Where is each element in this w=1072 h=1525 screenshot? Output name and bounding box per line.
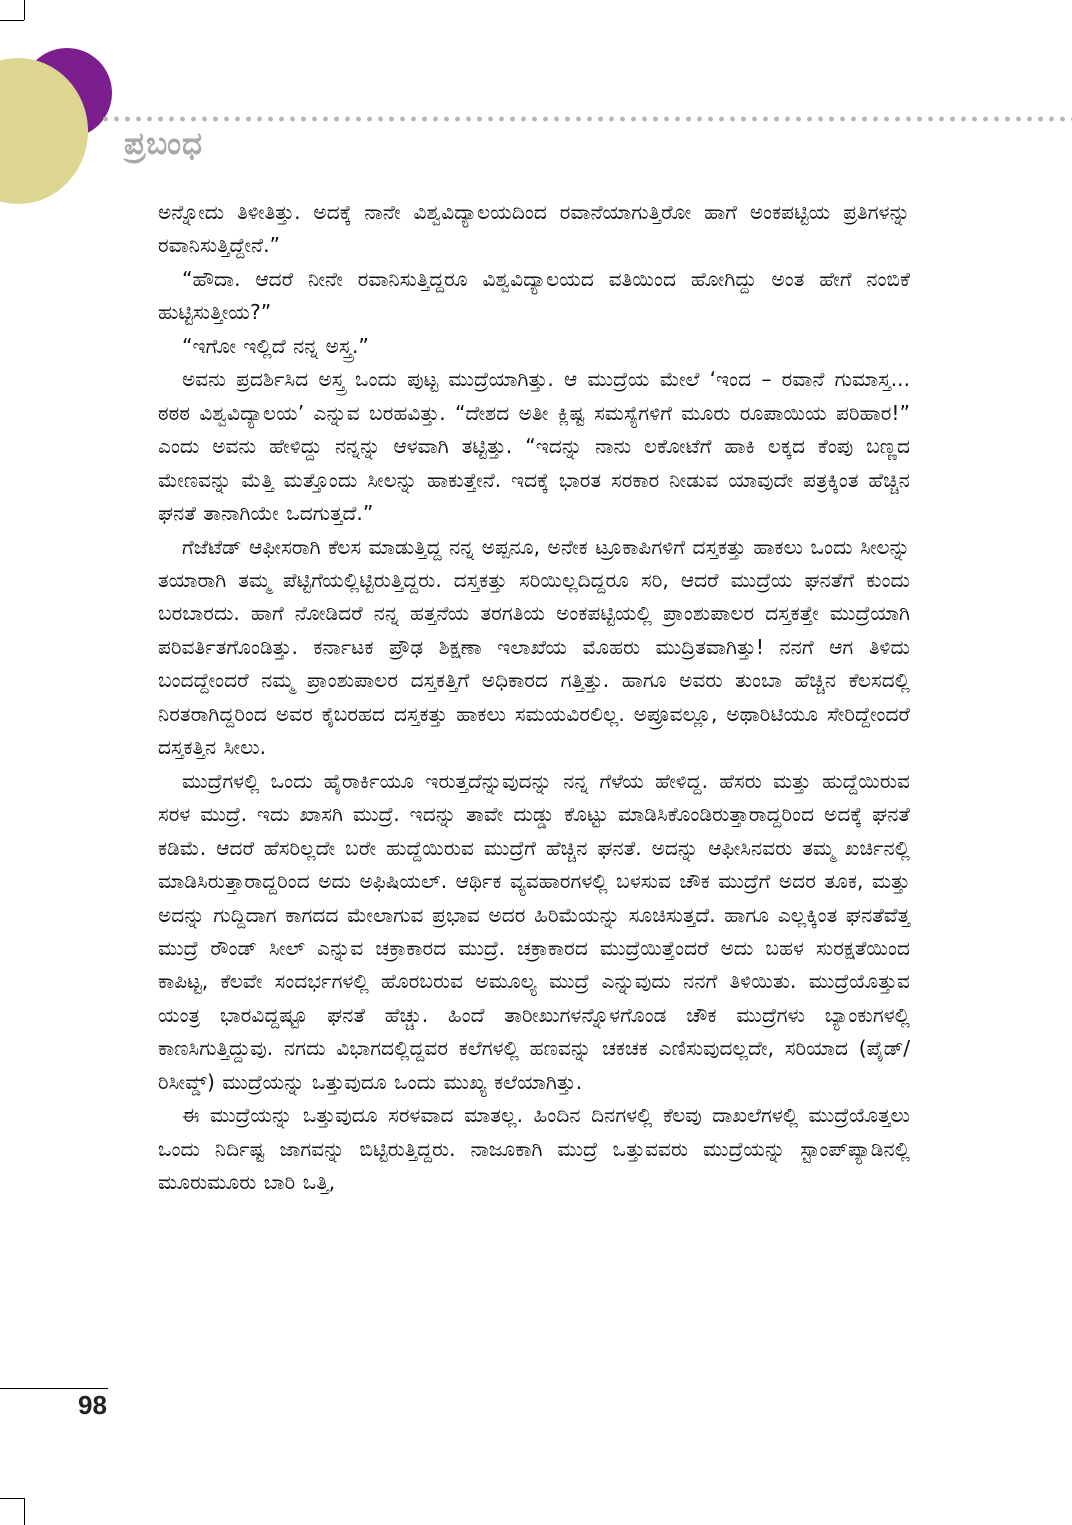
page-number: 98 xyxy=(78,1390,107,1420)
crop-mark-bottom-vertical xyxy=(24,1498,25,1525)
paragraph: ಮುದ್ರೆಗಳಲ್ಲಿ ಒಂದು ಹೈರಾರ್ಕಿಯೂ ಇರುತ್ತದೆನ್ನುವುದನ್ನು ನನ್ನ ಗೆಳೆಯ ಹೇಳಿದ್ದ. ಹೆಸರು ಮತ್ತು ಹುದ್ದೆಯಿರುವ ಸರಳ ಮುದ್ರೆ. ಇದು ಖಾಸಗಿ ಮುದ್ರೆ. ಇದನ್ನು ತಾವೇ ದುಡ್ಡು ಕೊಟ್ಟು ಮಾಡಿಸಿಕೊಂಡಿರುತ್ತಾರಾದ್ದರಿಂದ ಅದಕ್ಕೆ ಘನತೆ ಕಡಿಮೆ. ಆದರೆ ಹೆಸರಿಲ್ಲದೇ ಬರೇ ಹುದ್ದೆಯಿರುವ ಮುದ್ರೆಗೆ ಹೆಚ್ಚಿನ ಘನತೆ. ಅದನ್ನು ಆಫೀಸಿನವರು ತಮ್ಮ ಖರ್ಚಿನಲ್ಲಿ ಮಾಡಿಸಿರುತ್ತಾರಾದ್ದರಿಂದ ಅದು ಅಫಿಷಿಯಲ್. ಆರ್ಥಿಕ ವ್ಯವಹಾರಗಳಲ್ಲಿ ಬಳಸುವ ಚೌಕ ಮುದ್ರೆಗೆ ಅದರ ತೂಕ, ಮತ್ತು ಅದನ್ನು ಗುದ್ದಿದಾಗ ಕಾಗದದ ಮೇಲಾಗುವ ಪ್ರಭಾವ ಅದರ ಹಿರಿಮೆಯನ್ನು ಸೂಚಿಸುತ್ತದೆ. ಹಾಗೂ ಎಲ್ಲಕ್ಕಿಂತ ಘನತೆವೆತ್ತ ಮುದ್ರೆ ರೌಂಡ್ ಸೀಲ್ ಎನ್ನುವ ಚಕ್ರಾಕಾರದ ಮುದ್ರೆ. ಚಕ್ರಾಕಾರದ ಮುದ್ರೆಯಿತ್ತೆಂದರೆ ಅದು ಬಹಳ ಸುರಕ್ಷತೆಯಿಂದ ಕಾಪಿಟ್ಟ, ಕೆಲವೇ ಸಂದರ್ಭಗಳಲ್ಲಿ ಹೊರಬರುವ ಅಮೂಲ್ಯ ಮುದ್ರೆ ಎನ್ನುವುದು ನನಗೆ ತಿಳಿಯಿತು. ಮುದ್ರೆಯೊತ್ತುವ ಯಂತ್ರ ಭಾರವಿದ್ದಷ್ಟೂ ಘನತೆ ಹೆಚ್ಚು. ಹಿಂದೆ ತಾರೀಖುಗಳನ್ನೊಳಗೊಂಡ ಚೌಕ ಮುದ್ರೆಗಳು ಬ್ಯಾಂಕುಗಳಲ್ಲಿ ಕಾಣಸಿಗುತ್ತಿದ್ದುವು. ನಗದು ವಿಭಾಗದಲ್ಲಿದ್ದವರ ಕಲೆಗಳಲ್ಲಿ ಹಣವನ್ನು ಚಕಚಕ ಎಣಿಸುವುದಲ್ಲದೇ, ಸರಿಯಾದ (ಪೈಡ್/ರಿಸೀವ್ಡ್) ಮುದ್ರೆಯನ್ನು ಒತ್ತುವುದೂ ಒಂದು ಮುಖ್ಯ ಕಲೆಯಾಗಿತ್ತು. xyxy=(158,768,910,1094)
crop-mark-top-horizontal xyxy=(0,20,24,21)
section-title: ಪ್ರಬಂಧ xyxy=(124,126,203,162)
paragraph: ಗೆಜೆಟೆಡ್ ಆಫೀಸರಾಗಿ ಕೆಲಸ ಮಾಡುತ್ತಿದ್ದ ನನ್ನ ಅಪ್ಪನೂ, ಅನೇಕ ಟ್ರೂಕಾಪಿಗಳಿಗೆ ದಸ್ತಕತ್ತು ಹಾಕಲು ಒಂದು ಸೀಲನ್ನು ತಯಾರಾಗಿ ತಮ್ಮ ಪೆಟ್ಟಿಗೆಯಲ್ಲಿಟ್ಟಿರುತ್ತಿದ್ದರು. ದಸ್ತಕತ್ತು ಸರಿಯಿಲ್ಲದಿದ್ದರೂ ಸರಿ, ಆದರೆ ಮುದ್ರೆಯ ಘನತೆಗೆ ಕುಂದು ಬರಬಾರದು. ಹಾಗೆ ನೋಡಿದರೆ ನನ್ನ ಹತ್ತನೆಯ ತರಗತಿಯ ಅಂಕಪಟ್ಟಿಯಲ್ಲಿ ಪ್ರಾಂಶುಪಾಲರ ದಸ್ತಕತ್ತೇ ಮುದ್ರೆಯಾಗಿ ಪರಿವರ್ತಿತಗೊಂಡಿತ್ತು. ಕರ್ನಾಟಕ ಪ್ರೌಢ ಶಿಕ್ಷಣಾ ಇಲಾಖೆಯ ಮೊಹರು ಮುದ್ರಿತವಾಗಿತ್ತು! ನನಗೆ ಆಗ ತಿಳಿದು ಬಂದದ್ದೇಂದರೆ ನಮ್ಮ ಪ್ರಾಂಶುಪಾಲರ ದಸ್ತಕತ್ತಿಗೆ ಅಧಿಕಾರದ ಗತ್ತಿತ್ತು. ಹಾಗೂ ಅವರು ತುಂಬಾ ಹೆಚ್ಚಿನ ಕೆಲಸದಲ್ಲಿ ನಿರತರಾಗಿದ್ದರಿಂದ ಅವರ ಕೈಬರಹದ ದಸ್ತಕತ್ತು ಹಾಕಲು ಸಮಯವಿರಲಿಲ್ಲ. ಅಪ್ರೂವಲ್ಲೂ, ಅಥಾರಿಟಿಯೂ ಸೇರಿದ್ದೇಂದರೆ ದಸ್ತಕತ್ತಿನ ಸೀಲು. xyxy=(158,534,910,760)
paragraph: “ಇಗೋ ಇಲ್ಲಿದೆ ನನ್ನ ಅಸ್ತ್ರ.” xyxy=(182,333,369,358)
dotted-header-rule xyxy=(100,116,1072,122)
crop-mark-top-vertical xyxy=(24,0,25,20)
body-text xyxy=(158,196,910,1200)
paragraph: ಈ ಮುದ್ರೆಯನ್ನು ಒತ್ತುವುದೂ ಸರಳವಾದ ಮಾತಲ್ಲ. ಹಿಂದಿನ ದಿನಗಳಲ್ಲಿ ಕೆಲವು ದಾಖಲೆಗಳಲ್ಲಿ ಮುದ್ರೆಯೊತ್ತಲು ಒಂದು ನಿರ್ದಿಷ್ಟ ಜಾಗವನ್ನು ಬಿಟ್ಟಿರುತ್ತಿದ್ದರು. ನಾಜೂಕಾಗಿ ಮುದ್ರೆ ಒತ್ತುವವರು ಮುದ್ರೆಯನ್ನು ಸ್ಟಾಂಪ್‌ಪ್ಯಾಡಿನಲ್ಲಿ ಮೂರುಮೂರು ಬಾರಿ ಒತ್ತಿ, xyxy=(158,1103,910,1195)
paragraph: “ಹೌದಾ. ಆದರೆ ನೀನೇ ರವಾನಿಸುತ್ತಿದ್ದರೂ ವಿಶ್ವವಿದ್ಯಾಲಯದ ವತಿಯಿಂದ ಹೋಗಿದ್ದು ಅಂತ ಹೇಗೆ ನಂಬಿಕೆ ಹುಟ್ಟಿಸುತ್ತೀಯ?” xyxy=(158,266,910,325)
paragraph: ಅನ್ನೋದು ತಿಳೀತಿತ್ತು. ಅದಕ್ಕೆ ನಾನೇ ವಿಶ್ವವಿದ್ಯಾಲಯದಿಂದ ರವಾನೆಯಾಗುತ್ತಿರೋ ಹಾಗೆ ಅಂಕಪಟ್ಟಿಯ ಪ್ರತಿಗಳನ್ನು ರವಾನಿಸುತ್ತಿದ್ದೇನೆ.” xyxy=(158,200,910,258)
footer-rule xyxy=(0,1388,108,1389)
crop-mark-bottom-horizontal xyxy=(0,1498,24,1499)
paragraph: ಅವನು ಪ್ರದರ್ಶಿಸಿದ ಅಸ್ತ್ರ ಒಂದು ಪುಟ್ಟ ಮುದ್ರೆಯಾಗಿತ್ತು. ಆ ಮುದ್ರೆಯ ಮೇಲೆ ‘ಇಂದ – ರವಾನೆ ಗುಮಾಸ್ತ... ಠಠಠ ವಿಶ್ವವಿದ್ಯಾಲಯ’ ಎನ್ನುವ ಬರಹವಿತ್ತು. “ದೇಶದ ಅತೀ ಕ್ಲಿಷ್ಟ ಸಮಸ್ಯೆಗಳಿಗೆ ಮೂರು ರೂಪಾಯಿಯ ಪರಿಹಾರ!” ಎಂದು ಅವನು ಹೇಳಿದ್ದು ನನ್ನನ್ನು ಆಳವಾಗಿ ತಟ್ಟಿತ್ತು. “ಇದನ್ನು ನಾನು ಲಕೋಟೆಗೆ ಹಾಕಿ ಲಕ್ಕದ ಕೆಂಪು ಬಣ್ಣದ ಮೇಣವನ್ನು ಮೆತ್ತಿ ಮತ್ತೊಂದು ಸೀಲನ್ನು ಹಾಕುತ್ತೇನೆ. ಇದಕ್ಕೆ ಭಾರತ ಸರಕಾರ ನೀಡುವ ಯಾವುದೇ ಪತ್ರಕ್ಕಿಂತ ಹೆಚ್ಚಿನ ಘನತೆ ತಾನಾಗಿಯೇ ಒದಗುತ್ತದೆ.” xyxy=(158,367,910,526)
